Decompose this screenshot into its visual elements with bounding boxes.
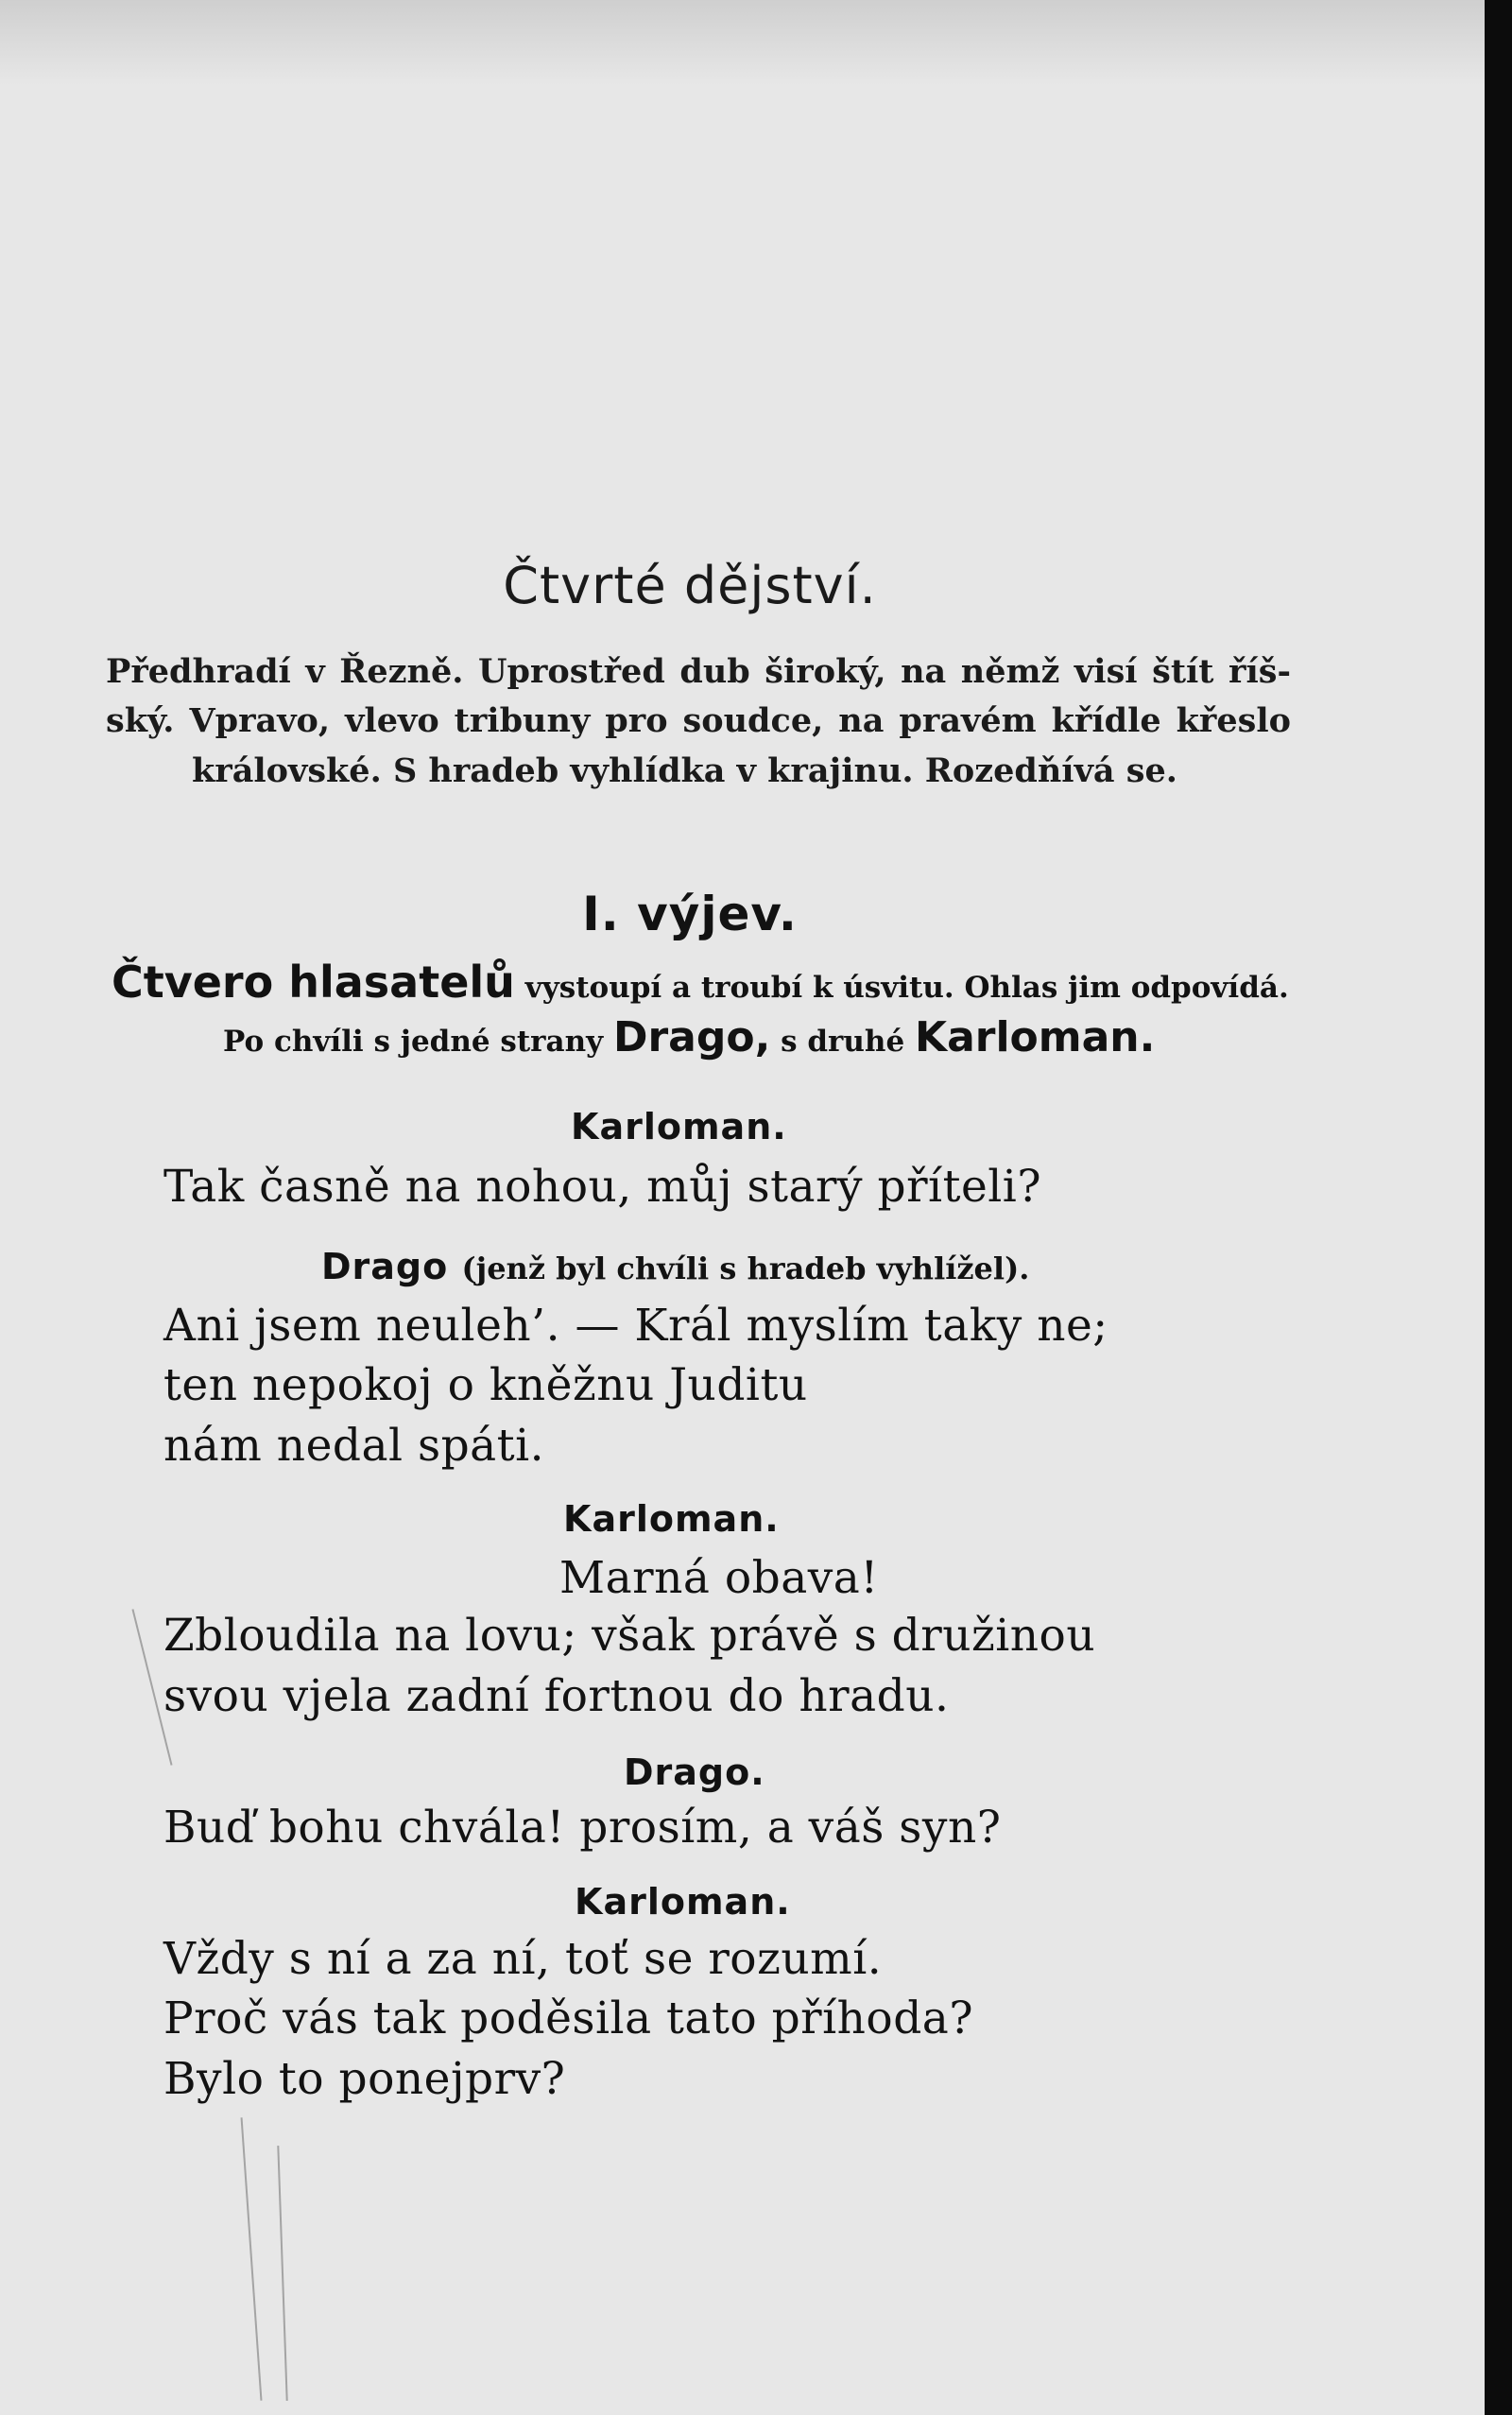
verse-11: Bylo to ponejprv? <box>163 2053 566 2105</box>
cast-line-1 <box>112 957 1289 1008</box>
verse-7: svou vjela zadní fortnou do hradu. <box>163 1670 950 1722</box>
speaker-karloman-2: Karloman. <box>563 1498 780 1540</box>
cast-name-karloman: Karloman. <box>914 1013 1156 1061</box>
cast-middle: s druhé <box>781 1025 905 1059</box>
verse-2: Ani jsem neuleh’. — Král myslím taky ne; <box>163 1300 1108 1352</box>
paper-scratch-mark <box>241 2117 263 2400</box>
verse-10: Proč vás tak poděsila tato příhoda? <box>163 1992 974 2044</box>
speaker-drago-1 <box>321 1246 1029 1287</box>
cast-line-2 <box>223 1013 1155 1061</box>
verse-3: ten nepokoj o kněžnu Juditu <box>163 1359 808 1411</box>
speaker-drago-name: Drago <box>321 1246 449 1287</box>
verse-4: nám nedal spáti. <box>163 1420 545 1472</box>
stage-direction-line-3: královské. S hradeb vyhlídka v krajinu. Rozedňívá se. <box>192 751 1177 790</box>
scene-title: I. výjev. <box>582 887 798 941</box>
speaker-karloman-3: Karloman. <box>575 1881 791 1923</box>
cast-name-drago: Drago, <box>612 1013 771 1061</box>
verse-1: Tak časně na nohou, můj starý příteli? <box>163 1161 1042 1213</box>
paper-scratch-mark <box>277 2146 287 2401</box>
stage-direction-line-2: ský. Vpravo, vlevo tribuny pro soudce, na pravém křídle křeslo <box>106 701 1291 740</box>
speaker-drago-2: Drago. <box>624 1751 765 1793</box>
cast-prefix: Po chvíli s jedné strany <box>223 1025 604 1059</box>
verse-9: Vždy s ní a za ní, toť se rozumí. <box>163 1933 883 1985</box>
verse-8: Buď bohu chvála! prosím, a váš syn? <box>163 1802 1002 1854</box>
verse-6: Zbloudila na lovu; však právě s družinou <box>163 1610 1096 1662</box>
cast-text-1: vystoupí a troubí k úsvitu. Ohlas jim odpovídá. <box>524 971 1289 1005</box>
stage-direction-line-1: Předhradí v Řezně. Uprostřed dub široký, na němž visí štít říš- <box>106 652 1291 691</box>
page-edge-shadow <box>1485 0 1498 2415</box>
cast-name-heralds: Čtvero hlasatelů <box>112 957 515 1008</box>
speaker-karloman-1: Karloman. <box>571 1106 787 1147</box>
verse-5: Marná obava! <box>559 1552 879 1604</box>
speaker-drago-direction: (jenž byl chvíli s hradeb vyhlížel). <box>461 1251 1030 1286</box>
act-title: Čtvrté dějství. <box>503 556 877 615</box>
